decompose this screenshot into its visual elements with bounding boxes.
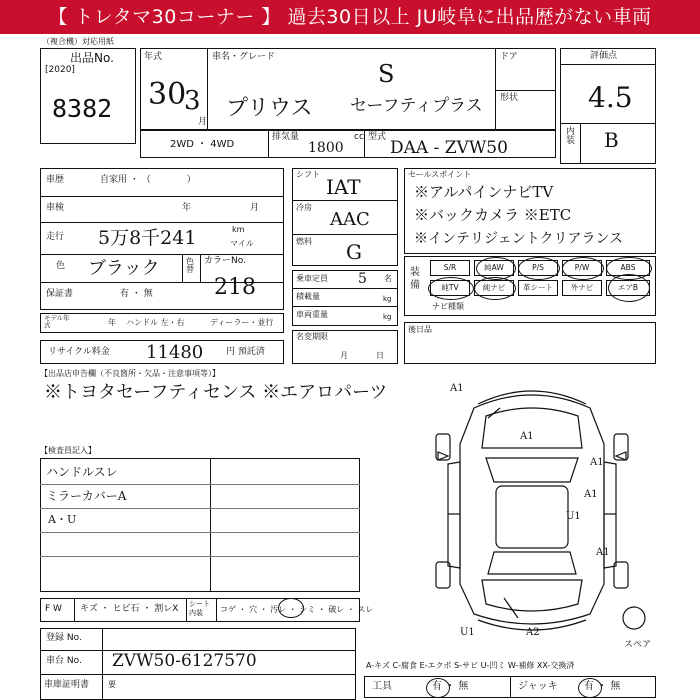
recycle-unit: 円 預託済	[226, 347, 265, 357]
year-label: 年式	[144, 52, 163, 62]
cert-label: 車庫証明書	[44, 680, 90, 690]
year-value: 30	[148, 77, 187, 112]
model-year-label: モデル年式	[44, 314, 70, 329]
circle-mark	[578, 678, 602, 698]
seat-value: コゲ ・ 穴 ・ 汚レ ・ シミ ・ 破レ ・ スレ	[220, 605, 374, 614]
capacity-label: 乗車定員	[296, 274, 328, 283]
capacity-value: 5	[358, 271, 367, 287]
lot-number: 8382	[52, 94, 113, 123]
damage-mark: A2	[526, 627, 540, 638]
circle-mark	[428, 277, 474, 300]
weight-unit: kg	[383, 313, 392, 321]
later-label: 後日品	[408, 325, 432, 334]
shift-value: IAT	[326, 175, 361, 199]
banner: 【 トレタマ30コーナー 】 過去30日以上 JU岐阜に出品歴がない車両	[0, 0, 700, 34]
damage-mark: A1	[590, 457, 604, 468]
interior-label: 内装	[566, 127, 576, 146]
equip-leather: 革シート	[518, 280, 558, 296]
jack-label: ジャッキ	[518, 681, 558, 692]
damage-mark: A1	[596, 547, 610, 558]
door-label: ドア	[500, 52, 518, 62]
km-label: km	[232, 225, 245, 234]
circle-mark	[562, 257, 604, 280]
mileage-label: 走行	[46, 232, 65, 242]
chassis-value: ZVW50-6127570	[112, 651, 257, 671]
weight-label: 車両重量	[296, 310, 328, 319]
equipment-label: 装備	[410, 267, 420, 291]
seat-label: シート内装	[189, 600, 210, 617]
form-title: （複合機）対応用紙	[42, 37, 114, 46]
shape-label: 形状	[500, 93, 519, 103]
reg-unit: 月日	[340, 351, 412, 360]
fuel-label: 燃料	[296, 237, 312, 246]
fuel-value: G	[346, 240, 362, 264]
lot-year-tag: [2020]	[45, 65, 75, 75]
car-name: プリウス	[226, 96, 313, 121]
circle-mark	[608, 274, 650, 302]
circle-mark	[278, 598, 304, 618]
sales-point-1: ※アルパインナビTV	[414, 183, 554, 201]
shift-label: シフト	[296, 170, 320, 179]
colorno-label: カラーNo.	[204, 256, 246, 266]
inspector-label: 【検査員記入】	[40, 446, 96, 455]
load-label: 積載量	[296, 292, 320, 301]
month-value: 3	[184, 86, 201, 116]
inspector-line-3: A・U	[48, 513, 77, 526]
history-value: 自家用 ・ （ ）	[100, 175, 196, 185]
warranty-label: 保証書	[46, 289, 74, 299]
paint-label: 色替	[186, 257, 194, 274]
recycle-label: リサイクル料金	[48, 347, 110, 357]
model-year-unit: 年	[108, 318, 116, 327]
interior-value: B	[604, 128, 619, 152]
color-label: 色	[56, 261, 66, 271]
ac-value: AAC	[330, 209, 370, 230]
sales-point-2: ※バックカメラ ※ETC	[414, 206, 572, 224]
later-box	[404, 322, 656, 364]
damage-mark: U1	[566, 511, 581, 522]
car-diagram	[408, 378, 656, 640]
equip-airbag: エアB	[606, 280, 650, 296]
equip-pw: P/W	[562, 260, 602, 276]
tools-label: 工具	[372, 681, 392, 692]
circle-mark	[474, 277, 516, 300]
load-unit: kg	[383, 295, 392, 303]
inspector-line-1: ハンドルスレ	[46, 465, 118, 479]
notes-label: 【出品店申告欄（不良箇所・欠品・注意事項等）】	[40, 369, 220, 378]
navi-type-label: ナビ種類	[432, 302, 464, 311]
equip-abs: ABS	[606, 260, 650, 276]
damage-mark: A1	[450, 383, 464, 394]
equip-sr: S/R	[430, 260, 470, 276]
reg-label: 名変期限	[296, 332, 328, 341]
cert-chk: 要	[108, 680, 116, 689]
inspector-line-2: ミラーカバーA	[46, 489, 127, 503]
lot-label: 出品No.	[70, 51, 114, 65]
model-label: 型式	[368, 132, 387, 142]
fw-label: F W	[45, 604, 62, 614]
grade-top: S	[378, 60, 395, 88]
tools-value: 有 ・ 無	[432, 681, 469, 692]
colorno-value: 218	[214, 275, 256, 300]
equip-navi: 純ナビ	[474, 280, 514, 296]
circle-mark	[426, 678, 450, 698]
grade-main: セーフティプラス	[350, 96, 483, 116]
equip-ext-navi: 外ナビ	[562, 280, 602, 296]
score-value: 4.5	[588, 81, 633, 114]
ac-label: 冷房	[296, 203, 312, 212]
capacity-unit: 名	[384, 274, 392, 283]
color-value: ブラック	[88, 258, 160, 279]
damage-mark: A1	[584, 489, 598, 500]
sales-point-3: ※インテリジェントクリアランス	[414, 231, 624, 247]
damage-legend: A-キズ C-腐食 E-エクボ S-サビ U-凹ミ W-補修 XX-交換済	[366, 661, 575, 670]
equip-aw: 純AW	[474, 260, 514, 276]
score-label: 評価点	[590, 51, 618, 61]
history-label: 車歴	[46, 175, 65, 185]
equip-ps: P/S	[518, 260, 558, 276]
month-unit: 月	[198, 117, 208, 127]
notes-value: ※トヨタセーフティセンス ※エアロパーツ	[44, 382, 388, 403]
handle-label: ハンドル 左・右	[126, 318, 185, 327]
reg-no-label: 登録 No.	[46, 633, 82, 643]
disp-label: 排気量	[272, 132, 300, 142]
damage-mark: U1	[460, 627, 475, 638]
mileage-value: 5万8千241	[98, 227, 197, 249]
disp-value: 1800	[308, 140, 344, 156]
mile-label: マイル	[230, 239, 254, 248]
circle-mark	[518, 257, 560, 280]
disp-unit: cc	[354, 132, 364, 142]
warranty-value: 有 ・ 無	[120, 289, 153, 299]
recycle-value: 11480	[146, 342, 204, 363]
model-value: DAA - ZVW50	[390, 138, 508, 158]
damage-mark: A1	[520, 431, 534, 442]
jack-value: 有 ・ 無	[584, 681, 621, 692]
spare-label: スペア	[624, 640, 652, 650]
chassis-label: 車台 No.	[46, 656, 82, 666]
drive-label: 2WD ・ 4WD	[170, 139, 235, 150]
equip-tv: 純TV	[430, 280, 470, 296]
dealer-label: ディーラー・並行	[210, 318, 274, 327]
sales-label: セールスポイント	[408, 170, 472, 179]
fw-value: キズ ・ ヒビ石 ・ 割レX	[80, 604, 179, 614]
inspection-year-unit: 年	[182, 203, 192, 213]
inspection-month-unit: 月	[250, 203, 260, 213]
name-label: 車名・グレード	[212, 52, 276, 62]
inspection-label: 車検	[46, 203, 65, 213]
